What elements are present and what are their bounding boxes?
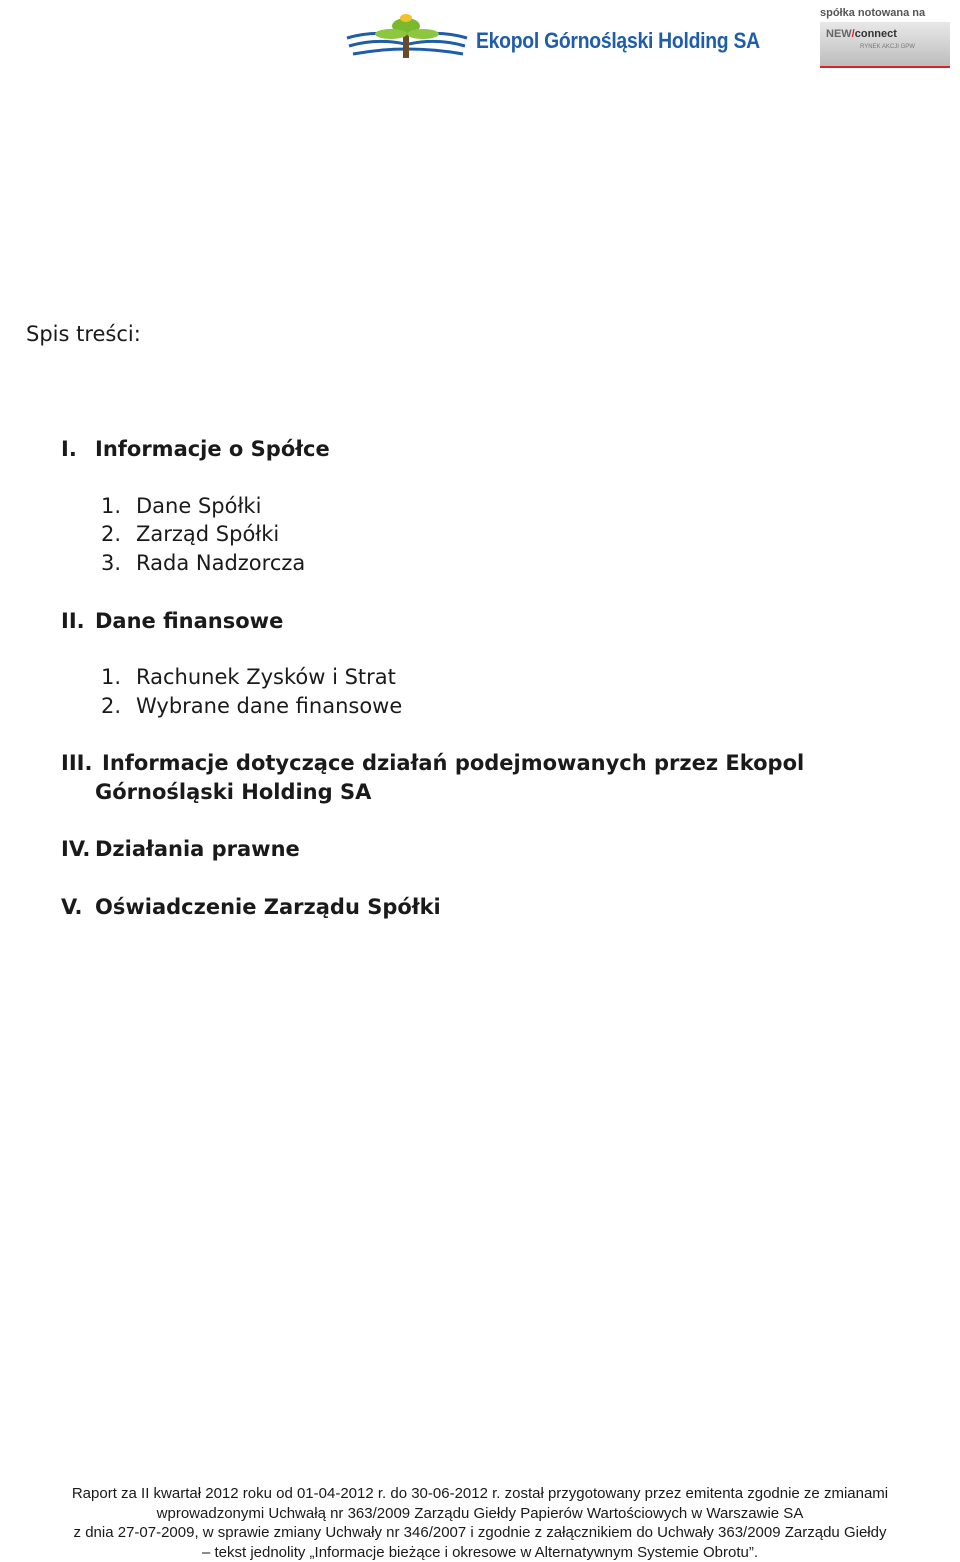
footer-line: z dnia 27-07-2009, w sprawie zmiany Uchwały nr 346/2007 i zgodnie z załącznikiem do Uchwały 363/2009 Zarządu Giełdy [73, 1524, 887, 1541]
section-label: Działania prawne [95, 837, 300, 861]
toc-section-5 [61, 895, 441, 919]
toc-item [101, 494, 261, 518]
toc-item [101, 551, 305, 575]
company-logo-text: Ekopol Górnośląski Holding SA [476, 28, 760, 53]
section-number: I. [61, 437, 77, 461]
toc-item [101, 665, 396, 689]
section-number: IV. [61, 837, 91, 861]
newconnect-wordmark: NEW/connect [826, 28, 897, 40]
toc-title: Spis treści: [26, 322, 141, 346]
item-label: Wybrane dane finansowe [136, 694, 403, 718]
section-label: Informacje o Spółce [95, 437, 330, 461]
palm-tree-logo-icon [345, 14, 470, 64]
section-number: II. [61, 609, 85, 633]
item-label: Rachunek Zysków i Strat [136, 665, 396, 689]
toc-item [101, 694, 402, 718]
item-number: 1. [101, 665, 122, 689]
section-label: Informacje dotyczące działań podejmowanych przez Ekopol [102, 751, 805, 775]
footer-line: – tekst jednolity „Informacje bieżące i okresowe w Alternatywnym Systemie Obrotu”. [201, 1543, 759, 1561]
footer-line: wprowadzonymi Uchwałą nr 363/2009 Zarządu Giełdy Papierów Wartościowych w Warszawie SA [156, 1504, 804, 1522]
item-number: 3. [101, 551, 122, 575]
toc-item [101, 522, 279, 546]
toc-section-4 [61, 837, 300, 861]
item-label: Zarząd Spółki [136, 522, 280, 546]
section-number: V. [61, 895, 83, 919]
section-label: Górnośląski Holding SA [95, 780, 372, 804]
toc-section-3-continued [95, 780, 371, 804]
toc-section-2 [61, 609, 283, 633]
item-number: 2. [101, 694, 122, 718]
item-label: Rada Nadzorcza [136, 551, 306, 575]
badge-caption: spółka notowana na [820, 7, 926, 19]
newconnect-logo [820, 22, 950, 68]
newconnect-subtitle: RYNEK AKCJI GPW [860, 44, 915, 50]
toc-section-1 [61, 437, 330, 461]
section-label: Oświadczenie Zarządu Spółki [95, 895, 441, 919]
newconnect-badge [818, 4, 952, 66]
section-label: Dane finansowe [95, 609, 284, 633]
section-number: III. [61, 751, 93, 775]
item-label: Dane Spółki [136, 494, 262, 518]
item-number: 1. [101, 494, 122, 518]
page-header [0, 0, 960, 70]
item-number: 2. [101, 522, 122, 546]
toc-section-3 [61, 751, 804, 775]
page-footer [0, 1484, 960, 1562]
footer-line: Raport za II kwartał 2012 roku od 01-04-2012 r. do 30-06-2012 r. został przygotowany przez emitenta zgodnie ze zmianami [71, 1485, 889, 1502]
